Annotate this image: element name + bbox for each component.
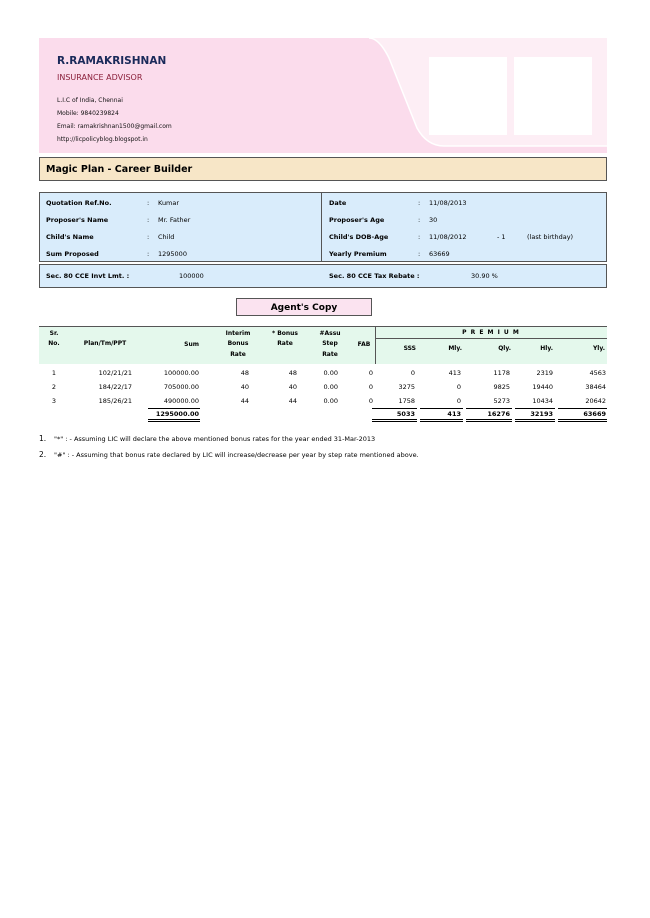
table-cell: 705000.00 — [163, 383, 199, 391]
table-cell: 413 — [448, 369, 461, 377]
child-name-value: Child — [158, 233, 175, 241]
table-cell: 184/22/17 — [98, 383, 132, 391]
separator: : — [418, 216, 421, 224]
separator: : — [147, 216, 150, 224]
table-cell: 1178 — [493, 369, 510, 377]
organization: L.I.C of India, Chennai — [57, 97, 123, 104]
invt-limit-label: Sec. 80 CCE Invt Lmt. : — [46, 272, 130, 280]
col-hly: Hly. — [540, 345, 553, 352]
table-cell: 2 — [51, 383, 57, 391]
col-sum: Sum — [184, 341, 199, 348]
footnote-1 — [39, 434, 375, 443]
col-no: No. — [48, 340, 60, 347]
total-sum: 1295000.00 — [155, 410, 199, 418]
col-bonus-2: Rate — [277, 340, 293, 347]
footnote-number: 2. — [39, 450, 47, 459]
table-cell: 40 — [288, 383, 297, 391]
table-cell: 40 — [240, 383, 249, 391]
table-cell: 185/26/21 — [98, 397, 132, 405]
separator: : — [418, 199, 421, 207]
table-cell: 3 — [51, 397, 57, 405]
separator: : — [418, 250, 421, 258]
photo-placeholder-1 — [429, 57, 507, 135]
total-qly: 16276 — [487, 410, 510, 418]
child-age-value: - 1 — [497, 233, 506, 241]
col-interim-2: Bonus — [227, 340, 249, 347]
table-cell: 1 — [51, 369, 57, 377]
date-value: 11/08/2013 — [429, 199, 467, 207]
table-header — [39, 326, 607, 364]
table-cell: 2319 — [536, 369, 553, 377]
col-assu-1: #Assu — [319, 330, 341, 337]
total-yly: 63669 — [583, 410, 606, 418]
date-label: Date — [329, 199, 347, 207]
col-assu-3: Rate — [322, 351, 338, 358]
separator: : — [147, 250, 150, 258]
footnote-number: 1. — [39, 434, 47, 443]
table-cell: 20642 — [585, 397, 606, 405]
info-divider — [321, 193, 322, 261]
col-yly: Yly. — [592, 345, 605, 352]
mobile-number: Mobile: 9840239824 — [57, 110, 119, 117]
separator: : — [418, 233, 421, 241]
col-interim-3: Rate — [230, 351, 246, 358]
proposer-name-label: Proposer's Name — [46, 216, 109, 224]
child-name-label: Child's Name — [46, 233, 94, 241]
table-cell: 0.00 — [323, 397, 338, 405]
table-cell: 44 — [288, 397, 297, 405]
col-assu-2: Step — [322, 340, 338, 347]
col-premium: P R E M I U M — [462, 329, 520, 336]
footnote-text: "*" : - Assuming LIC will declare the above mentioned bonus rates for the year ended 31-Mar-2013 — [54, 435, 376, 443]
table-cell: 1758 — [398, 397, 415, 405]
proposal-info-box — [39, 192, 607, 262]
footnote-2 — [39, 450, 419, 459]
table-cell: 0 — [368, 369, 373, 377]
table-cell: 9825 — [493, 383, 510, 391]
table-cell: 44 — [240, 397, 249, 405]
advisor-name: R.RAMAKRISHNAN — [57, 55, 167, 67]
col-interim-1: Interim — [225, 330, 251, 337]
child-age-note: (last birthday) — [527, 233, 574, 241]
table-cell: 4563 — [589, 369, 606, 377]
table-cell: 0.00 — [323, 383, 338, 391]
col-mly: Mly. — [448, 345, 462, 352]
yearly-premium-label: Yearly Premium — [329, 250, 387, 258]
tax-rebate-value: 30.90 % — [471, 272, 498, 280]
col-fab: FAB — [357, 341, 371, 348]
plan-title: Magic Plan - Career Builder — [39, 157, 607, 181]
child-dob-label: Child's DOB-Age — [329, 233, 389, 241]
total-mly: 413 — [447, 410, 461, 418]
table-cell: 0 — [456, 397, 461, 405]
photo-placeholder-2 — [514, 57, 592, 135]
col-bonus-1: * Bonus — [271, 330, 299, 337]
table-cell: 0 — [368, 397, 373, 405]
table-cell: 102/21/21 — [98, 369, 132, 377]
table-cell: 48 — [240, 369, 249, 377]
child-dob-value: 11/08/2012 — [429, 233, 467, 241]
total-hly: 32193 — [530, 410, 553, 418]
table-cell: 100000.00 — [163, 369, 199, 377]
table-cell: 38464 — [585, 383, 606, 391]
table-cell: 0 — [410, 369, 415, 377]
website-link[interactable]: http://licpolicyblog.blogspot.in — [57, 136, 148, 143]
table-cell: 0 — [456, 383, 461, 391]
proposer-age-value: 30 — [429, 216, 438, 224]
proposer-name-value: Mr. Father — [158, 216, 191, 224]
total-sss: 5033 — [396, 410, 415, 418]
table-cell: 48 — [288, 369, 297, 377]
table-cell: 0.00 — [323, 369, 338, 377]
separator: : — [147, 199, 150, 207]
separator: : — [147, 233, 150, 241]
sum-proposed-label: Sum Proposed — [46, 250, 99, 258]
col-sss: SSS — [403, 345, 416, 352]
table-cell: 0 — [368, 383, 373, 391]
quotation-ref-value: Kumar — [158, 199, 180, 207]
email-address[interactable]: Email: ramakrishnan1500@gmail.com — [57, 123, 172, 130]
yearly-premium-value: 63669 — [429, 250, 450, 258]
table-cell: 490000.00 — [163, 397, 199, 405]
quotation-ref-label: Quotation Ref.No. — [46, 199, 112, 207]
table-cell: 3275 — [398, 383, 415, 391]
table-cell: 19440 — [532, 383, 553, 391]
tax-info-box — [39, 264, 607, 288]
tax-rebate-label: Sec. 80 CCE Tax Rebate : — [329, 272, 420, 280]
footnote-text: "#" : - Assuming that bonus rate declared by LIC will increase/decrease per year by step rate mentioned above. — [54, 451, 419, 459]
table-cell: 10434 — [532, 397, 553, 405]
col-plan: Plan/Tm/PPT — [83, 340, 127, 347]
proposer-age-label: Proposer's Age — [329, 216, 385, 224]
invt-limit-value: 100000 — [179, 272, 204, 280]
sum-proposed-value: 1295000 — [158, 250, 187, 258]
agents-copy-label: Agent's Copy — [236, 298, 372, 316]
col-sr: Sr. — [49, 330, 59, 337]
col-qly: Qly. — [498, 345, 511, 352]
table-cell: 5273 — [493, 397, 510, 405]
advisor-title: INSURANCE ADVISOR — [57, 73, 143, 82]
